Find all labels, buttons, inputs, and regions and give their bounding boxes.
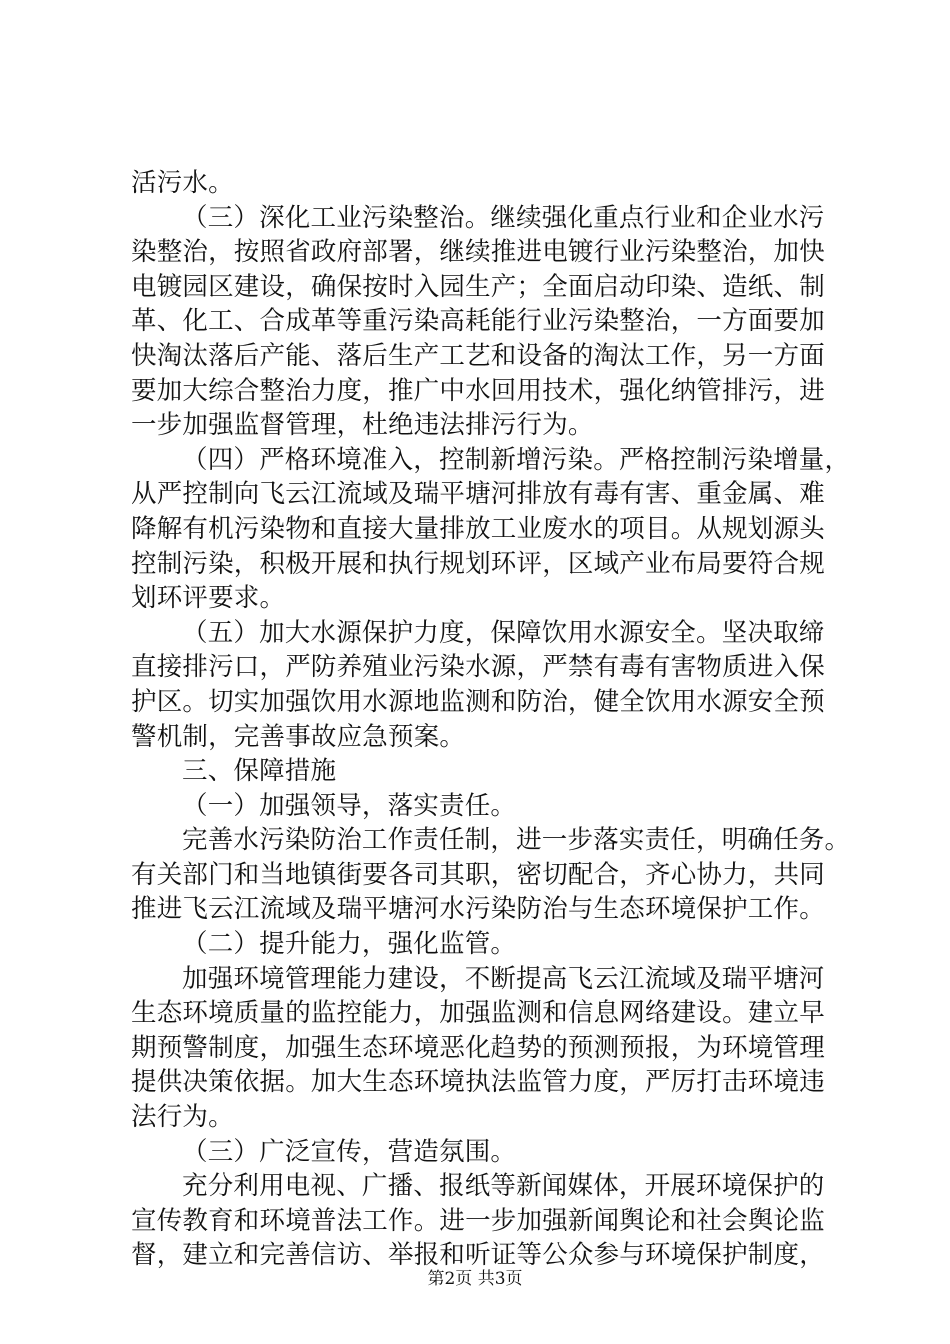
- paragraph-line: 控制污染，积极开展和执行规划环评，区域产业布局要符合规: [131, 548, 825, 579]
- page-number-footer: 第2页 共3页: [427, 1269, 523, 1289]
- paragraph-line: 一步加强监督管理，杜绝违法排污行为。: [131, 410, 594, 441]
- paragraph-line: 染整治，按照省政府部署，继续推进电镀行业污染整治，加快: [131, 237, 825, 268]
- paragraph-line: 要加大综合整治力度，推广中水回用技术，强化纳管排污，进: [131, 375, 825, 406]
- paragraph-line: 加强环境管理能力建设，不断提高飞云江流域及瑞平塘河: [182, 963, 825, 994]
- paragraph-line: 直接排污口，严防养殖业污染水源，严禁有毒有害物质进入保: [131, 652, 825, 683]
- paragraph-line: 生态环境质量的监控能力，加强监测和信息网络建设。建立早: [131, 998, 825, 1029]
- paragraph-line: 划环评要求。: [131, 583, 286, 614]
- paragraph-line: 推进飞云江流域及瑞平塘河水污染防治与生态环境保护工作。: [131, 894, 825, 925]
- paragraph-line: 有关部门和当地镇街要各司其职，密切配合，齐心协力，共同: [131, 859, 825, 890]
- paragraph-line: 充分利用电视、广播、报纸等新闻媒体，开展环境保护的: [182, 1171, 825, 1202]
- paragraph-line: 革、化工、合成革等重污染高耗能行业污染整治，一方面要加: [131, 306, 825, 337]
- paragraph-line: 期预警制度，加强生态环境恶化趋势的预测预报，为环境管理: [131, 1032, 825, 1063]
- paragraph-line: 法行为。: [131, 1102, 234, 1133]
- paragraph-line: 电镀园区建设，确保按时入园生产；全面启动印染、造纸、制: [131, 271, 825, 302]
- subsection-heading: （二）提升能力，强化监管。: [182, 929, 517, 960]
- paragraph-line: （三）深化工业污染整治。继续强化重点行业和企业水污: [182, 202, 825, 233]
- paragraph-line: 宣传教育和环境普法工作。进一步加强新闻舆论和社会舆论监: [131, 1205, 825, 1236]
- paragraph-line: 活污水。: [131, 168, 234, 198]
- paragraph-line: 督，建立和完善信访、举报和听证等公众参与环境保护制度，: [131, 1240, 825, 1271]
- subsection-heading: （一）加强领导，落实责任。: [182, 790, 517, 821]
- body-text: [131, 166, 851, 1273]
- section-heading: 三、保障措施: [182, 756, 337, 787]
- paragraph-line: 从严控制向飞云江流域及瑞平塘河排放有毒有害、重金属、难: [131, 479, 825, 510]
- paragraph-line: 提供决策依据。加大生态环境执法监管力度，严厉打击环境违: [131, 1067, 825, 1098]
- paragraph-line: 快淘汰落后产能、落后生产工艺和设备的淘汰工作，另一方面: [131, 340, 825, 371]
- paragraph-line: 降解有机污染物和直接大量排放工业废水的项目。从规划源头: [131, 513, 825, 544]
- subsection-heading: （三）广泛宣传，营造氛围。: [182, 1136, 517, 1167]
- paragraph-line: （四）严格环境准入，控制新增污染。严格控制污染增量，: [182, 444, 851, 475]
- paragraph-line: （五）加大水源保护力度，保障饮用水源安全。坚决取缔: [182, 617, 825, 648]
- paragraph-line: 完善水污染防治工作责任制，进一步落实责任，明确任务。: [182, 825, 851, 856]
- paragraph-line: 护区。切实加强饮用水源地监测和防治，健全饮用水源安全预: [131, 686, 825, 717]
- paragraph-line: 警机制，完善事故应急预案。: [131, 721, 466, 752]
